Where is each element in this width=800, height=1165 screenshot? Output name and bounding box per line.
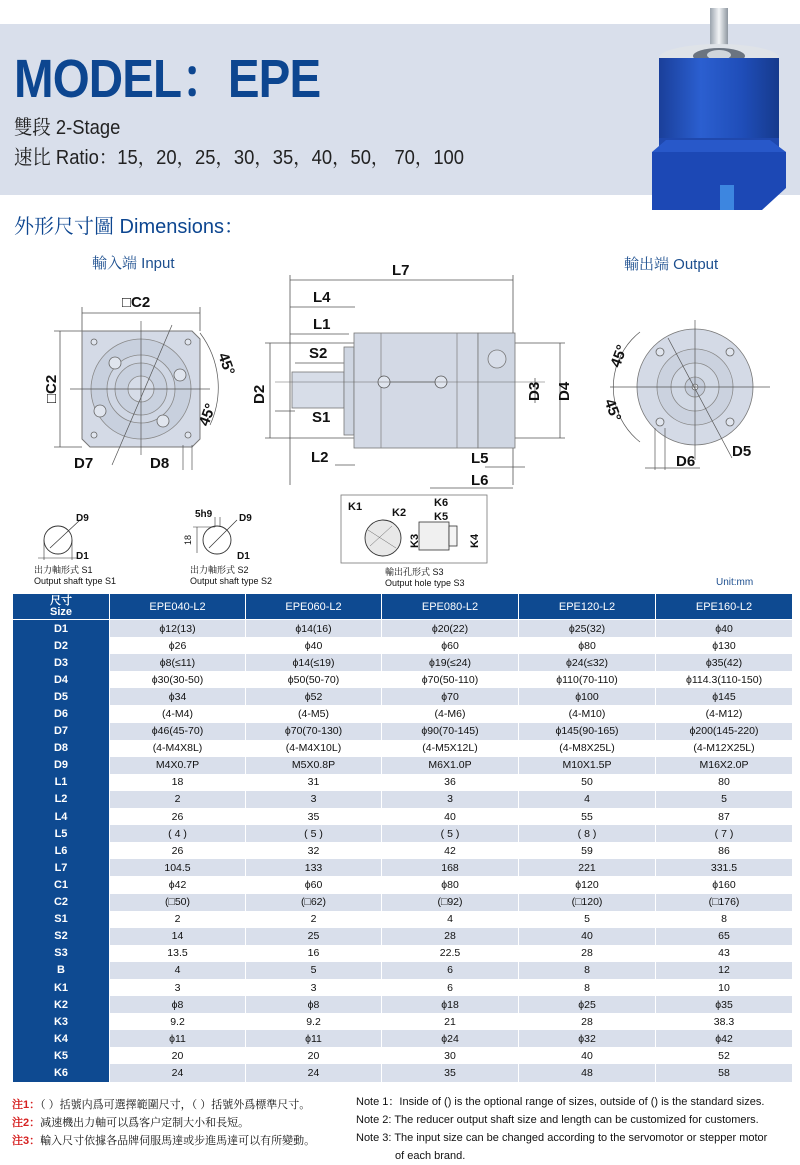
table-cell: ϕ70(70-130) — [246, 723, 381, 740]
table-cell: ϕ110(70-110) — [519, 671, 655, 688]
input-end-drawing — [30, 285, 260, 485]
table-cell: ϕ70 — [382, 688, 518, 705]
table-cell: 16 — [246, 945, 381, 962]
row-label: S2 — [13, 928, 109, 945]
dim-c2-top: □C2 — [122, 294, 151, 311]
row-label: K3 — [13, 1013, 109, 1030]
row-label: K6 — [13, 1064, 109, 1081]
column-header-epe160: EPE160-L2 — [656, 594, 792, 620]
table-cell: 65 — [656, 928, 792, 945]
table-cell: 5 — [246, 962, 381, 979]
size-column-header — [13, 594, 109, 620]
table-cell: ( 5 ) — [382, 825, 518, 842]
table-cell: ϕ145 — [656, 688, 792, 705]
table-cell: 104.5 — [110, 859, 245, 876]
dim-45-lower: 45° — [195, 401, 220, 429]
table-cell: 8 — [519, 979, 655, 996]
table-cell: ( 7 ) — [656, 825, 792, 842]
row-label: S3 — [13, 945, 109, 962]
table-row — [13, 979, 792, 996]
column-header-epe120: EPE120-L2 — [519, 594, 655, 620]
row-label: C2 — [13, 894, 109, 911]
s3-caption-en: Output hole type S3 — [385, 578, 465, 588]
table-cell: 5 — [656, 791, 792, 808]
table-cell: (□120) — [519, 894, 655, 911]
table-cell: ϕ35(42) — [656, 654, 792, 671]
table-cell: (4-M12X25L) — [656, 740, 792, 757]
table-cell: 4 — [519, 791, 655, 808]
table-row — [13, 620, 792, 637]
row-label: L1 — [13, 774, 109, 791]
table-cell: 31 — [246, 774, 381, 791]
dim-l7: L7 — [392, 262, 410, 279]
row-label: D1 — [13, 620, 109, 637]
table-row — [13, 859, 792, 876]
table-cell: 24 — [110, 1064, 245, 1081]
row-label: D3 — [13, 654, 109, 671]
gearbox-product-image — [630, 0, 790, 215]
dim-d2: D2 — [251, 384, 268, 404]
table-cell: ϕ18 — [382, 996, 518, 1013]
note-en-3-cont: of each brand. — [395, 1150, 466, 1162]
table-row — [13, 825, 792, 842]
table-cell: 58 — [656, 1064, 792, 1081]
table-cell: 21 — [382, 1013, 518, 1030]
output-view-label: 輸出端 Output — [624, 256, 719, 273]
table-cell: (□62) — [246, 894, 381, 911]
table-cell: 22.5 — [382, 945, 518, 962]
table-cell: 3 — [382, 791, 518, 808]
shaft-type-s1-caption — [34, 565, 116, 587]
table-cell: ϕ200(145-220) — [656, 723, 792, 740]
table-cell: ϕ14(16) — [246, 620, 381, 637]
side-view-drawing — [245, 255, 585, 490]
table-cell: 4 — [382, 911, 518, 928]
table-row — [13, 928, 792, 945]
table-cell: ϕ8(≤11) — [110, 654, 245, 671]
table-row — [13, 911, 792, 928]
table-row — [13, 1030, 792, 1047]
table-cell: (□176) — [656, 894, 792, 911]
row-label: D2 — [13, 637, 109, 654]
table-cell: 38.3 — [656, 1013, 792, 1030]
table-cell: 35 — [382, 1064, 518, 1081]
table-cell: 3 — [246, 979, 381, 996]
s1-caption-cn: 出力軸形式 S1 — [34, 565, 93, 575]
table-cell: ϕ80 — [382, 876, 518, 893]
table-cell: ( 4 ) — [110, 825, 245, 842]
dim-out-45-lower: 45° — [600, 396, 625, 424]
dim-l6: L6 — [471, 472, 489, 489]
table-cell: 3 — [110, 979, 245, 996]
table-row — [13, 1013, 792, 1030]
table-cell: ϕ14(≤19) — [246, 654, 381, 671]
dim-s2: S2 — [309, 345, 328, 362]
table-row — [13, 808, 792, 825]
table-row — [13, 945, 792, 962]
column-header-epe040: EPE040-L2 — [110, 594, 245, 620]
table-header-row — [13, 594, 792, 620]
table-cell: (□50) — [110, 894, 245, 911]
input-view-label: 輸入端 Input — [92, 255, 175, 272]
table-row — [13, 876, 792, 893]
output-hole-type-s3-drawing — [340, 494, 490, 566]
table-cell: 28 — [519, 945, 655, 962]
table-cell: ϕ34 — [110, 688, 245, 705]
table-cell: (4-M10) — [519, 705, 655, 722]
table-cell: ϕ70(50-110) — [382, 671, 518, 688]
table-cell: ϕ60 — [246, 876, 381, 893]
table-cell: M10X1.5P — [519, 757, 655, 774]
s2-18-label: 18 — [183, 534, 193, 545]
table-cell: 9.2 — [110, 1013, 245, 1030]
s3-k4-label: K4 — [469, 533, 481, 548]
table-row — [13, 688, 792, 705]
table-row — [13, 1064, 792, 1081]
row-label: L2 — [13, 791, 109, 808]
note-cn-2-text: 减速機出力軸可以爲客户定制大小和長短。 — [40, 1117, 250, 1129]
note-en-3: Note 3: The input size can be changed according to the servomotor or stepper motor — [356, 1132, 768, 1144]
table-cell: (4-M4) — [110, 705, 245, 722]
table-row — [13, 671, 792, 688]
table-cell: 2 — [110, 791, 245, 808]
table-cell: 52 — [656, 1047, 792, 1064]
s2-caption-en: Output shaft type S2 — [190, 576, 273, 586]
output-end-drawing — [590, 320, 795, 480]
row-label: L7 — [13, 859, 109, 876]
table-cell: 43 — [656, 945, 792, 962]
table-row — [13, 740, 792, 757]
table-row — [13, 637, 792, 654]
table-cell: ϕ25 — [519, 996, 655, 1013]
table-cell: 59 — [519, 842, 655, 859]
table-cell: 3 — [246, 791, 381, 808]
dim-d6: D6 — [676, 453, 696, 470]
s3-k2-label: K2 — [392, 507, 407, 519]
s3-caption-cn: 輸出孔形式 S3 — [385, 567, 444, 577]
table-cell: (4-M5) — [246, 705, 381, 722]
table-cell: 42 — [382, 842, 518, 859]
table-row — [13, 894, 792, 911]
table-cell: ϕ114.3(110-150) — [656, 671, 792, 688]
notes-english — [356, 1093, 796, 1165]
note-cn-3 — [12, 1132, 315, 1150]
table-cell: 168 — [382, 859, 518, 876]
table-cell: ϕ24(≤32) — [519, 654, 655, 671]
table-cell: ϕ32 — [519, 1030, 655, 1047]
row-label: L5 — [13, 825, 109, 842]
dim-d4: D4 — [556, 381, 573, 401]
s1-d9-label: D9 — [76, 513, 89, 524]
table-cell: 13.5 — [110, 945, 245, 962]
table-cell: 40 — [519, 928, 655, 945]
row-label: D5 — [13, 688, 109, 705]
row-label: L6 — [13, 842, 109, 859]
table-cell: M5X0.8P — [246, 757, 381, 774]
column-header-epe080: EPE080-L2 — [382, 594, 518, 620]
table-cell: 32 — [246, 842, 381, 859]
table-row — [13, 705, 792, 722]
s1-d1-label: D1 — [76, 551, 89, 562]
dimension-spec-table — [12, 594, 793, 1082]
note-cn-3-text: 輸入尺寸依據各品牌伺服馬達或步進馬達可以有所變動。 — [40, 1135, 316, 1147]
table-row — [13, 723, 792, 740]
table-row — [13, 996, 792, 1013]
dim-out-45-upper: 45° — [607, 342, 631, 370]
shaft-type-s2-drawing — [175, 505, 275, 565]
dim-45-upper: 45° — [214, 350, 238, 378]
s1-caption-en: Output shaft type S1 — [34, 576, 117, 586]
table-cell: 20 — [246, 1047, 381, 1064]
note-cn-2 — [12, 1114, 315, 1132]
table-cell: 5 — [519, 911, 655, 928]
dim-d5: D5 — [732, 443, 752, 460]
table-cell: ( 5 ) — [246, 825, 381, 842]
row-label: D8 — [13, 740, 109, 757]
s2-caption-cn: 出力軸形式 S2 — [190, 565, 249, 575]
table-cell: 55 — [519, 808, 655, 825]
table-cell: (4-M4X10L) — [246, 740, 381, 757]
table-cell: ϕ80 — [519, 637, 655, 654]
row-label: C1 — [13, 876, 109, 893]
output-hole-type-s3-caption — [385, 567, 465, 589]
dimensions-heading: 外形尺寸圖 Dimensions： — [14, 216, 245, 238]
table-cell: ϕ25(32) — [519, 620, 655, 637]
dim-d8: D8 — [150, 455, 170, 472]
row-label: D4 — [13, 671, 109, 688]
table-cell: ϕ130 — [656, 637, 792, 654]
table-cell: (4-M4X8L) — [110, 740, 245, 757]
size-header-en: Size — [49, 605, 72, 618]
table-cell: 18 — [110, 774, 245, 791]
table-row — [13, 791, 792, 808]
note-cn-1 — [12, 1096, 315, 1114]
table-cell: ϕ120 — [519, 876, 655, 893]
table-cell: ( 8 ) — [519, 825, 655, 842]
s2-5h9-label: 5h9 — [195, 509, 213, 520]
table-cell: 8 — [519, 962, 655, 979]
table-cell: 6 — [382, 962, 518, 979]
dim-l1: L1 — [313, 316, 331, 333]
s2-d1-label: D1 — [237, 551, 250, 562]
note-cn-1-key: 注1： — [12, 1099, 41, 1111]
dim-l2: L2 — [311, 449, 329, 466]
table-cell: ϕ8 — [246, 996, 381, 1013]
note-cn-1-text: （ ）括號内爲可選擇範圍尺寸，（ ）括號外爲標準尺寸。 — [40, 1099, 311, 1111]
row-label: K4 — [13, 1030, 109, 1047]
column-header-epe060: EPE060-L2 — [246, 594, 381, 620]
table-cell: (4-M8X25L) — [519, 740, 655, 757]
table-cell: 6 — [382, 979, 518, 996]
row-label: K1 — [13, 979, 109, 996]
table-cell: 331.5 — [656, 859, 792, 876]
table-row — [13, 757, 792, 774]
ratio-line — [14, 141, 464, 170]
table-row — [13, 1047, 792, 1064]
table-cell: ϕ30(30-50) — [110, 671, 245, 688]
dim-c2-side: □C2 — [43, 374, 60, 403]
table-cell: 4 — [110, 962, 245, 979]
table-cell: ϕ60 — [382, 637, 518, 654]
table-cell: 2 — [246, 911, 381, 928]
table-cell: 8 — [656, 911, 792, 928]
s2-d9-label: D9 — [239, 513, 252, 524]
table-cell: ϕ50(50-70) — [246, 671, 381, 688]
note-en-2: Note 2: The reducer output shaft size and length can be customized for customers. — [356, 1114, 759, 1126]
note-cn-2-key: 注2： — [12, 1117, 41, 1129]
table-cell: 24 — [246, 1064, 381, 1081]
row-label: S1 — [13, 911, 109, 928]
row-label: D9 — [13, 757, 109, 774]
row-label: K5 — [13, 1047, 109, 1064]
table-cell: 48 — [519, 1064, 655, 1081]
note-cn-3-key: 注3： — [12, 1135, 41, 1147]
table-cell: 40 — [519, 1047, 655, 1064]
table-cell: 25 — [246, 928, 381, 945]
table-cell: ϕ145(90-165) — [519, 723, 655, 740]
table-cell: ϕ42 — [656, 1030, 792, 1047]
table-cell: 28 — [519, 1013, 655, 1030]
ratio-label: 速比 Ratio： — [14, 147, 118, 169]
table-cell: ϕ35 — [656, 996, 792, 1013]
notes-chinese — [12, 1096, 315, 1150]
shaft-type-s1-drawing — [30, 505, 120, 565]
table-cell: ϕ26 — [110, 637, 245, 654]
dim-l4: L4 — [313, 289, 331, 306]
table-cell: ϕ20(22) — [382, 620, 518, 637]
table-cell: 50 — [519, 774, 655, 791]
table-cell: ϕ19(≤24) — [382, 654, 518, 671]
table-cell: ϕ42 — [110, 876, 245, 893]
size-header-cn: 尺寸 — [50, 594, 72, 607]
table-row — [13, 842, 792, 859]
table-row — [13, 962, 792, 979]
table-cell: 10 — [656, 979, 792, 996]
table-cell: ϕ12(13) — [110, 620, 245, 637]
s3-k3-label: K3 — [409, 533, 421, 548]
dim-d7: D7 — [74, 455, 94, 472]
ratio-values: 15，20，25，30，35，40，50， 70，100 — [117, 147, 465, 169]
table-cell: 14 — [110, 928, 245, 945]
table-cell: 80 — [656, 774, 792, 791]
table-cell: (4-M5X12L) — [382, 740, 518, 757]
table-row — [13, 774, 792, 791]
table-cell: 12 — [656, 962, 792, 979]
s3-k6-label: K6 — [434, 497, 449, 509]
table-cell: ϕ40 — [656, 620, 792, 637]
table-cell: ϕ40 — [246, 637, 381, 654]
table-cell: ϕ24 — [382, 1030, 518, 1047]
stage-label: 雙段 2-Stage — [14, 117, 121, 139]
note-en-1: Note 1：Inside of () is the optional range of sizes, outside of () is the standard sizes. — [356, 1096, 765, 1108]
table-cell: ϕ90(70-145) — [382, 723, 518, 740]
table-cell: 9.2 — [246, 1013, 381, 1030]
model-title: MODEL：EPE — [14, 49, 321, 109]
table-cell: ϕ100 — [519, 688, 655, 705]
table-cell: 133 — [246, 859, 381, 876]
table-cell: ϕ46(45-70) — [110, 723, 245, 740]
table-cell: ϕ8 — [110, 996, 245, 1013]
unit-label: Unit:mm — [716, 577, 754, 588]
table-cell: ϕ11 — [246, 1030, 381, 1047]
s3-k5-label: K5 — [434, 511, 449, 523]
row-label: D6 — [13, 705, 109, 722]
table-cell: ϕ160 — [656, 876, 792, 893]
table-cell: 40 — [382, 808, 518, 825]
table-row — [13, 654, 792, 671]
table-cell: 221 — [519, 859, 655, 876]
table-cell: ϕ52 — [246, 688, 381, 705]
table-cell: 26 — [110, 808, 245, 825]
s3-k1-label: K1 — [348, 501, 363, 513]
table-cell: 2 — [110, 911, 245, 928]
table-cell: 30 — [382, 1047, 518, 1064]
dim-l5: L5 — [471, 450, 489, 467]
row-label: B — [13, 962, 109, 979]
table-cell: 28 — [382, 928, 518, 945]
dim-s1: S1 — [312, 409, 331, 426]
shaft-type-s2-caption — [190, 565, 272, 587]
table-cell: M16X2.0P — [656, 757, 792, 774]
row-label: K2 — [13, 996, 109, 1013]
table-cell: ϕ11 — [110, 1030, 245, 1047]
table-cell: (4-M12) — [656, 705, 792, 722]
table-cell: 87 — [656, 808, 792, 825]
table-cell: (4-M6) — [382, 705, 518, 722]
table-cell: 35 — [246, 808, 381, 825]
table-cell: M4X0.7P — [110, 757, 245, 774]
dim-d3: D3 — [526, 381, 543, 401]
table-cell: 20 — [110, 1047, 245, 1064]
table-cell: 36 — [382, 774, 518, 791]
row-label: L4 — [13, 808, 109, 825]
table-cell: 26 — [110, 842, 245, 859]
table-cell: 86 — [656, 842, 792, 859]
table-cell: M6X1.0P — [382, 757, 518, 774]
table-cell: (□92) — [382, 894, 518, 911]
row-label: D7 — [13, 723, 109, 740]
